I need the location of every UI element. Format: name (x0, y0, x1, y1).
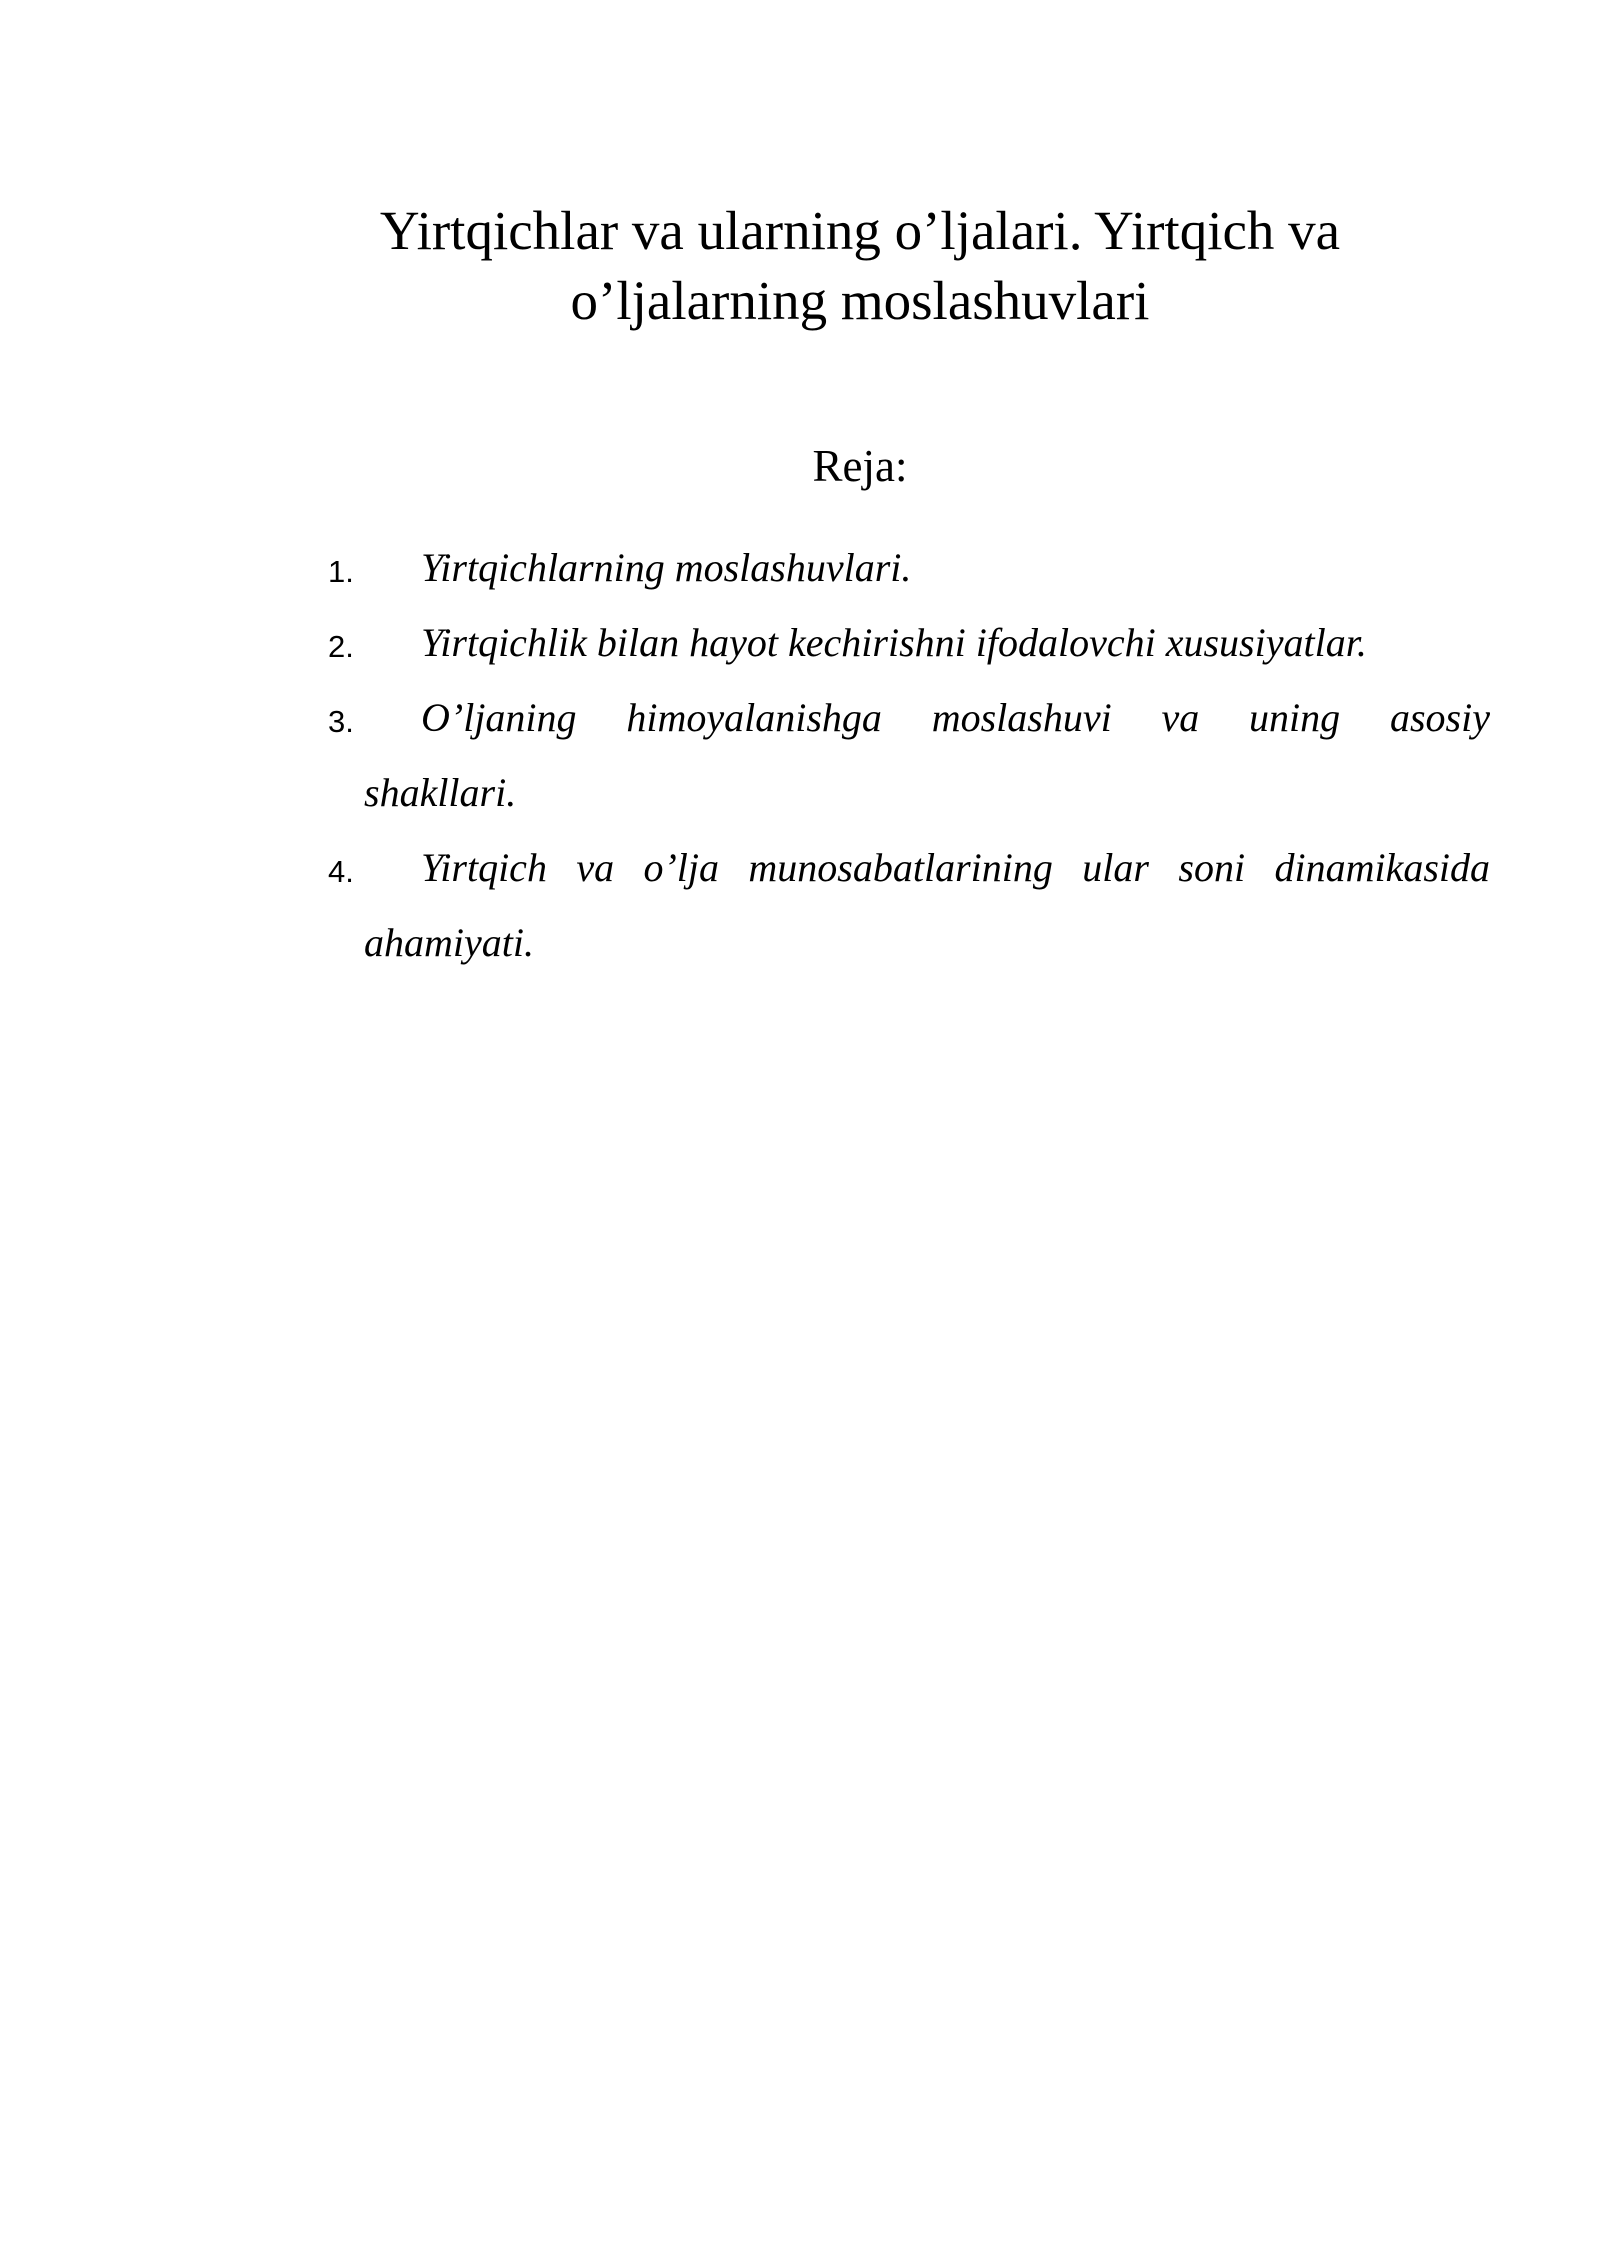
plan-item-word: Yirtqich (421, 845, 547, 890)
plan-item-word: O’ljaning (421, 695, 577, 740)
title-line-1: Yirtqichlar va ularning o’ljalari. Yirtqich va (379, 200, 1341, 261)
plan-item-word: himoyalanishga (626, 695, 882, 740)
plan-item-word: uning (1249, 695, 1341, 740)
title-line-2: o’ljalarning moslashuvlari (570, 270, 1150, 331)
plan-item-number: 2. (328, 629, 354, 664)
plan-item-word: ular (1082, 845, 1149, 890)
plan-heading: Reja: (812, 441, 908, 491)
document-title (320, 196, 1400, 336)
plan-item-text (421, 694, 1490, 742)
plan-item-text: Yirtqichlik bilan hayot kechirishni ifodalovchi xususiyatlar. (421, 620, 1367, 665)
plan-item-word: asosiy (1389, 695, 1490, 740)
plan-item-word: moslashuvi (931, 695, 1112, 740)
plan-item-number: 4. (328, 854, 354, 889)
plan-item-number: 1. (328, 554, 354, 589)
plan-item-text-continuation: ahamiyati. (364, 920, 534, 965)
plan-item-word: va (1161, 695, 1200, 740)
plan-item-text (421, 844, 1490, 892)
plan-item-word: munosabatlarining (748, 845, 1053, 890)
plan-item-number: 3. (328, 704, 354, 739)
plan-item-text-continuation: shakllari. (364, 770, 517, 815)
plan-item-text: Yirtqichlarning moslashuvlari. (421, 545, 912, 590)
plan-item-word: dinamikasida (1274, 845, 1490, 890)
plan-item-word: va (576, 845, 615, 890)
plan-item-word: soni (1178, 845, 1246, 890)
plan-item-word: o’lja (643, 845, 720, 890)
